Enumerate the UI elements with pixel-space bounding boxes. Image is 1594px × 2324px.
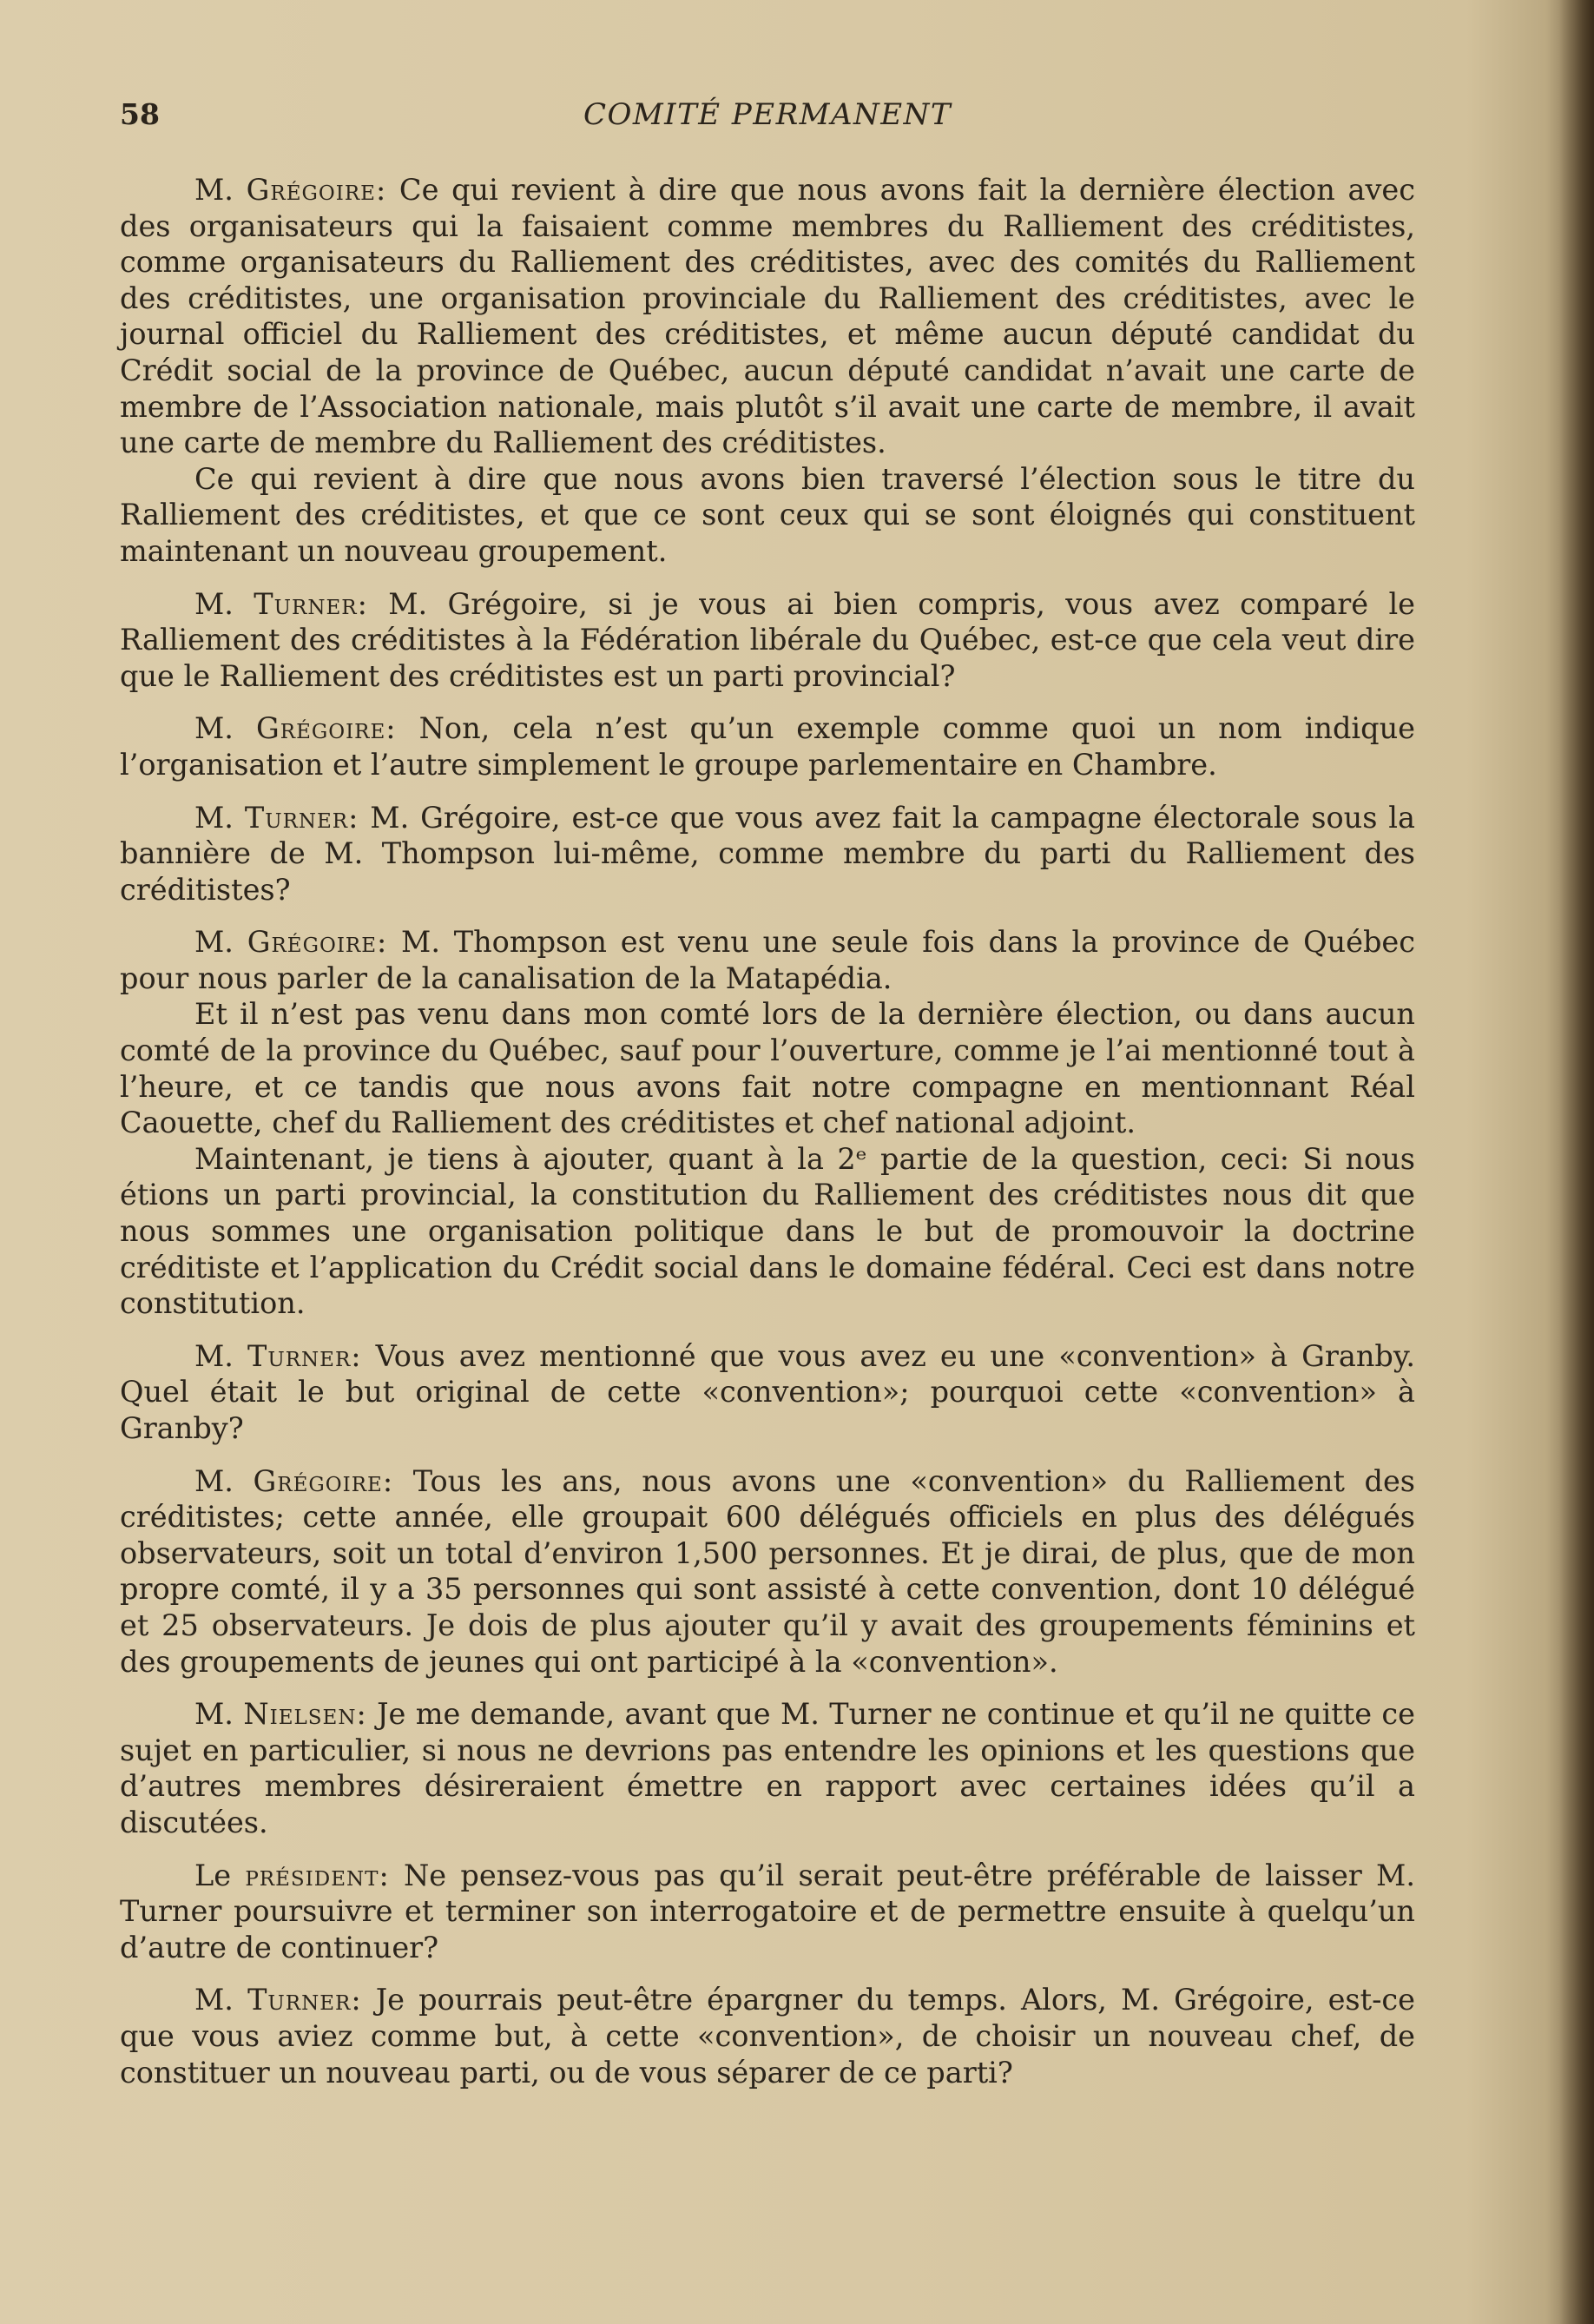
paragraph-text: Je me demande, avant que M. Turner ne continue et qu’il ne quitte ce sujet en particulier, si nous ne devrions pas entendre les opinions et les questions que d’autres membres désireraient émettre en rapport avec certaines idées qu’il a discutées. <box>120 1697 1415 1839</box>
paragraph <box>120 586 1415 695</box>
page-number: 58 <box>120 97 160 131</box>
speaker-name: Grégoire: <box>246 173 387 207</box>
speaker-name: Turner: <box>254 586 368 621</box>
paragraph-text: Vous avez mentionné que vous avez eu une «convention» à Granby. Quel était le but original de cette «convention»; pourquoi cette «convention» à Granby? <box>120 1338 1415 1445</box>
paragraph-text: Je pourrais peut-être épargner du temps. Alors, M. Grégoire, est-ce que vous aviez comme but, à cette «convention», de choisir un nouveau chef, de constituer un nouveau parti, ou de vous séparer de ce parti? <box>120 1983 1415 2090</box>
speaker-prefix: M. <box>194 173 247 207</box>
running-title: COMITÉ PERMANENT <box>583 97 952 132</box>
speaker-name: Turner: <box>244 800 359 835</box>
speaker-prefix: M. <box>194 586 254 621</box>
paragraph <box>120 1141 1415 1322</box>
speaker-name: Turner: <box>247 1983 362 2017</box>
paragraph <box>120 1696 1415 1840</box>
paragraph-text: Ce qui revient à dire que nous avons fait la dernière élection avec des organisateurs qui la faisaient comme membres du Ralliement des créditistes, comme organisateurs du Ralliement des créditistes, avec des comités du Ralliement des créditistes, une organisation provinciale du Ralliement des créditistes, avec le journal officiel du Ralliement des créditistes, et même aucun député candidat du Crédit social de la province de Québec, aucun député candidat n’avait une carte de membre de l’Association nationale, mais plutôt s’il avait une carte de membre, il avait une carte de membre du Ralliement des créditistes. <box>120 173 1415 460</box>
speaker-name: Grégoire: <box>253 1463 394 1498</box>
paragraph-text: Ce qui revient à dire que nous avons bien traversé l’élection sous le titre du Ralliement des créditistes, et que ce sont ceux qui se sont éloignés qui constituent maintenant un nouveau groupement. <box>120 461 1415 568</box>
paragraph-text: M. Grégoire, est-ce que vous avez fait la campagne électorale sous la bannière de M. Thompson lui-même, comme membre du parti du Ralliement des créditistes? <box>120 800 1415 907</box>
paragraph <box>120 172 1415 461</box>
speaker-name: Grégoire: <box>247 925 388 960</box>
paragraph-text: M. Thompson est venu une seule fois dans la province de Québec pour nous parler de la canalisation de la Matapédia. <box>120 925 1415 995</box>
speaker-name: Grégoire: <box>256 711 397 746</box>
speaker-name: président: <box>245 1858 390 1892</box>
paragraph <box>120 1858 1415 1966</box>
speaker-name: Turner: <box>247 1338 362 1373</box>
speaker-name: Nielsen: <box>243 1697 367 1732</box>
speaker-prefix: M. <box>194 1338 247 1373</box>
page-header <box>120 97 1415 141</box>
paragraph <box>120 996 1415 1140</box>
transcript-body <box>120 172 1415 2090</box>
paragraph <box>120 1338 1415 1447</box>
page-binding-shadow <box>1559 0 1594 2324</box>
paragraph <box>120 710 1415 782</box>
paragraph <box>120 1463 1415 1680</box>
paragraph-text: Non, cela n’est qu’un exemple comme quoi un nom indique l’organisation et l’autre simplement le groupe parlementaire en Chambre. <box>120 711 1415 782</box>
paragraph <box>120 800 1415 908</box>
paragraph <box>120 924 1415 996</box>
speaker-prefix: M. <box>194 800 245 835</box>
speaker-prefix: M. <box>194 1463 254 1498</box>
paragraph <box>120 1982 1415 2090</box>
paragraph-text: Ne pensez-vous pas qu’il serait peut-être préférable de laisser M. Turner poursuivre et terminer son interrogatoire et de permettre ensuite à quelqu’un d’autre de continuer? <box>120 1858 1415 1964</box>
speaker-prefix: M. <box>194 711 256 746</box>
speaker-prefix: M. <box>194 1697 244 1732</box>
speaker-prefix: M. <box>194 1983 248 2017</box>
paragraph <box>120 461 1415 570</box>
paragraph-text: M. Grégoire, si je vous ai bien compris, vous avez comparé le Ralliement des créditistes à la Fédération libérale du Québec, est-ce que cela veut dire que le Ralliement des créditistes est un parti provincial? <box>120 586 1415 693</box>
speaker-prefix: Le <box>194 1858 246 1892</box>
paragraph-text: Maintenant, je tiens à ajouter, quant à la 2ᵉ partie de la question, ceci: Si nous étions un parti provincial, la constitution du Ralliement des créditistes nous dit que nous sommes une organisation politique dans le but de promouvoir la doctrine créditiste et l’application du Crédit social dans le domaine fédéral. Ceci est dans notre constitution. <box>120 1141 1415 1321</box>
paragraph-text: Tous les ans, nous avons une «convention» du Ralliement des créditistes; cette année, elle groupait 600 délégués officiels en plus des délégués observateurs, soit un total d’environ 1,500 personnes. Et je dirai, de plus, que de mon propre comté, il y a 35 personnes qui sont assisté à cette convention, dont 10 délégué et 25 observateurs. Je dois de plus ajouter qu’il y avait des groupements féminins et des groupements de jeunes qui ont participé à la «convention». <box>120 1463 1415 1679</box>
speaker-prefix: M. <box>194 925 247 960</box>
paragraph-text: Et il n’est pas venu dans mon comté lors de la dernière élection, ou dans aucun comté de la province du Québec, sauf pour l’ouverture, comme je l’ai mentionné tout à l’heure, et ce tandis que nous avons fait notre compagne en mentionnant Réal Caouette, chef du Ralliement des créditistes et chef national adjoint. <box>120 997 1415 1140</box>
